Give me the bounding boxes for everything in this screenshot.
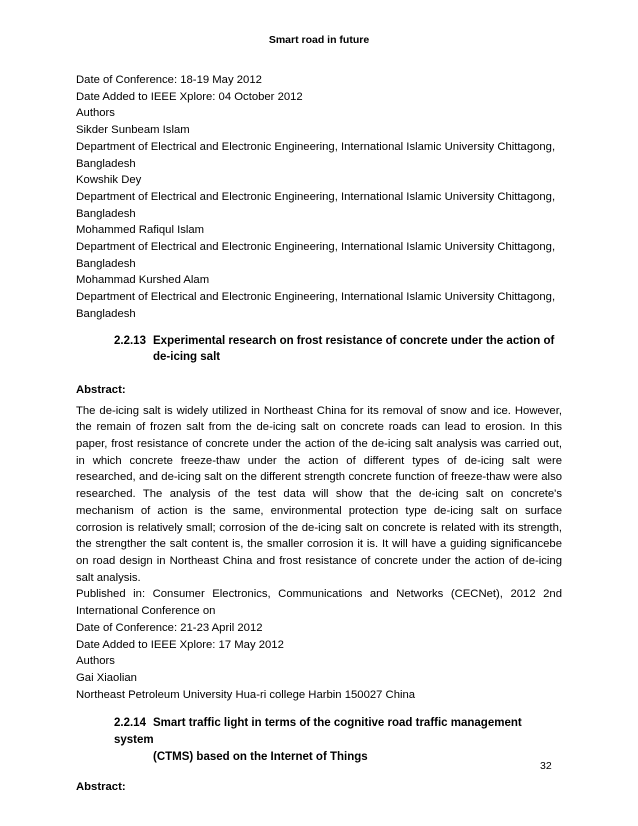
author-affiliation: Department of Electrical and Electronic Engineering, International Islamic University Chittagong, xyxy=(76,140,556,153)
section-title-line: (CTMS) based on the Internet of Things xyxy=(153,750,368,763)
date-added: Date Added to IEEE Xplore: 04 October 2012 xyxy=(76,90,303,103)
author-name: Mohammad Kurshed Alam xyxy=(76,274,210,287)
published-in xyxy=(76,586,562,603)
published-line: Published in: Consumer Electronics, Communications and Networks (CECNet), 2012 2nd xyxy=(76,588,562,601)
author-affiliation: Northeast Petroleum University Hua-ri college Harbin 150027 China xyxy=(76,688,416,701)
section-title-line: de-icing salt xyxy=(153,351,221,364)
abstract-label: Abstract: xyxy=(76,781,126,794)
author-name: Mohammed Rafiqul Islam xyxy=(76,224,205,237)
section-title-line: Smart traffic light in terms of the cognitive road traffic management system xyxy=(114,717,522,747)
page-body xyxy=(76,72,562,800)
page-number: 32 xyxy=(540,760,552,772)
author-affiliation: Department of Electrical and Electronic Engineering, International Islamic University Chittagong, xyxy=(76,241,556,254)
author-country: Bangladesh xyxy=(76,207,136,220)
section-heading-2-2-13 xyxy=(114,333,562,366)
running-header: Smart road in future xyxy=(268,34,370,46)
author-country: Bangladesh xyxy=(76,307,136,320)
section-heading-2-2-14 xyxy=(114,715,562,765)
section-number: 2.2.13 xyxy=(114,334,146,347)
section-number: 2.2.14 xyxy=(114,717,146,730)
conference-date: Date of Conference: 21-23 April 2012 xyxy=(76,621,263,634)
authors-label: Authors xyxy=(76,655,115,668)
conference-date: Date of Conference: 18-19 May 2012 xyxy=(76,74,262,86)
author-country: Bangladesh xyxy=(76,157,136,170)
abstract-label: Abstract: xyxy=(76,383,126,396)
author-affiliation: Department of Electrical and Electronic Engineering, International Islamic University Chittagong, xyxy=(76,190,556,203)
date-added: Date Added to IEEE Xplore: 17 May 2012 xyxy=(76,638,284,651)
author-name: Sikder Sunbeam Islam xyxy=(76,124,190,137)
author-name: Gai Xiaolian xyxy=(76,671,137,684)
abstract-text xyxy=(76,403,562,587)
author-affiliation: Department of Electrical and Electronic Engineering, International Islamic University Chittagong, xyxy=(76,291,556,304)
abstract-paragraph: The de-icing salt is widely utilized in Northeast China for its removal of snow and ice. However, the remain of frozen salt from the de-icing salt on concrete roads can lead to erosion. In this paper, frost resistance of concrete under the action of the de-icing salt analysis was carried out, in which concrete freeze-thaw under the action of different types of de-icing salt were researched, and de-icing salt on the different strength concrete function of freeze-thaw were also researched. The analysis of the test data will show that the de-icing salt on concrete's mechanism of action is the same, environmental protection type de-icing salt on surface corrosion is relatively small; corrosion of the de-icing salt on concrete is related with its strength, the strengther the salt content is, the smaller corrosion it is. It will have a guiding significancebe on road design in Northeast China and frost resistance of concrete under the action of de-icing salt analysis. xyxy=(76,404,562,584)
author-country: Bangladesh xyxy=(76,257,136,270)
authors-label: Authors xyxy=(76,107,115,120)
author-name: Kowshik Dey xyxy=(76,174,142,187)
published-line-2: International Conference on xyxy=(76,605,216,618)
section-title-line: Experimental research on frost resistance of concrete under the action of xyxy=(153,334,555,347)
